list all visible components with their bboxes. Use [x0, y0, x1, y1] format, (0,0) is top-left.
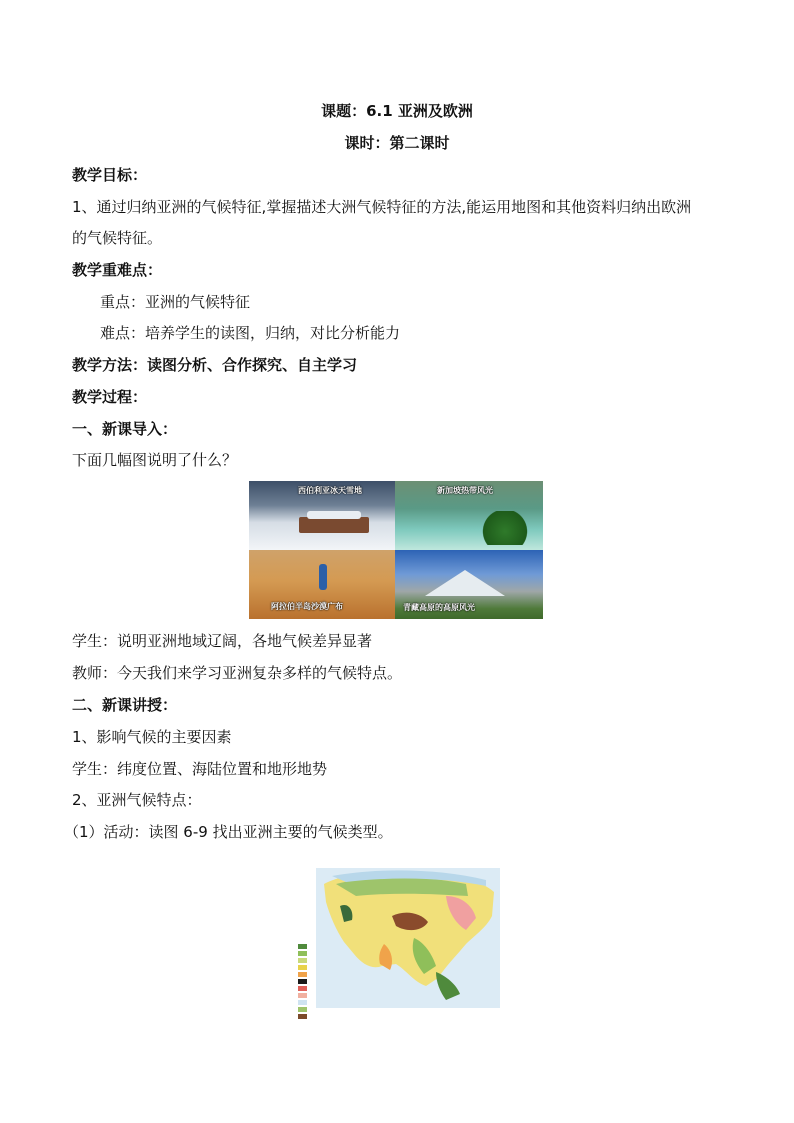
asia-climate-map-graphic: [296, 866, 502, 1012]
key-points-heading: 教学重难点：: [72, 261, 163, 279]
mountain-shape: [425, 570, 505, 596]
photo-arabia: [249, 550, 395, 619]
student-answer2: 学生：纬度位置、海陆位置和地形地势: [72, 760, 328, 778]
difficult-point: 难点：培养学生的读图，归纳，对比分析能力: [100, 324, 401, 342]
teaching-methods-text: 教学方法：读图分析、合作探究、自主学习: [72, 356, 358, 374]
snow-roof-shape: [307, 511, 361, 519]
photo-tibet-caption: 青藏高原的高原风光: [403, 603, 475, 612]
photo-tibet: [395, 550, 543, 619]
objectives-text-line2: 的气候特征。: [72, 229, 163, 247]
photo-siberia: [249, 481, 395, 550]
legend-swatch: [298, 986, 307, 991]
teaching-methods: [72, 355, 357, 375]
climate-photo-collage: [249, 481, 543, 619]
legend-swatch: [298, 972, 307, 977]
legend-swatch: [298, 1000, 307, 1005]
lesson-title: 课题：6.1 亚洲及欧洲: [321, 102, 473, 120]
map-legend: [298, 944, 307, 1021]
palm-shape: [475, 511, 535, 545]
legend-swatch: [298, 965, 307, 970]
teacher-statement: 教师：今天我们来学习亚洲复杂多样的气候特点。: [72, 664, 403, 682]
legend-swatch: [298, 1014, 307, 1019]
factor-item: 1、影响气候的主要因素: [72, 728, 232, 746]
section2-heading: 二、新课讲授：: [72, 696, 178, 714]
intro-question: 下面几幅图说明了什么？: [72, 451, 238, 469]
photo-singapore: [395, 481, 543, 550]
objectives-heading: 教学目标：: [72, 166, 148, 184]
legend-swatch: [298, 1007, 307, 1012]
traveler-shape: [319, 564, 327, 590]
section1-heading: 一、新课导入：: [72, 420, 178, 438]
climate-features-item: 2、亚洲气候特点：: [72, 791, 202, 809]
activity-instruction: （1）活动：读图 6-9 找出亚洲主要的气候类型。: [64, 823, 393, 841]
legend-swatch: [298, 944, 307, 949]
legend-swatch: [298, 979, 307, 984]
key-point: 重点：亚洲的气候特征: [100, 293, 251, 311]
legend-swatch: [298, 958, 307, 963]
student-answer1: 学生：说明亚洲地域辽阔，各地气候差异显著: [72, 632, 373, 650]
cabin-shape: [299, 517, 369, 533]
photo-arabia-caption: 阿拉伯半岛沙漠广布: [271, 602, 343, 611]
process-heading: 教学过程：: [72, 388, 148, 406]
objectives-text-line1: 1、通过归纳亚洲的气候特征,掌握描述大洲气候特征的方法,能运用地图和其他资料归纳出欧洲: [72, 198, 692, 216]
photo-siberia-caption: 西伯利亚冰天雪地: [298, 486, 362, 495]
lesson-period: 课时：第二课时: [344, 134, 450, 152]
legend-swatch: [298, 951, 307, 956]
asia-climate-map: [296, 866, 502, 1012]
photo-singapore-caption: 新加坡热带风光: [437, 486, 493, 495]
legend-swatch: [298, 993, 307, 998]
